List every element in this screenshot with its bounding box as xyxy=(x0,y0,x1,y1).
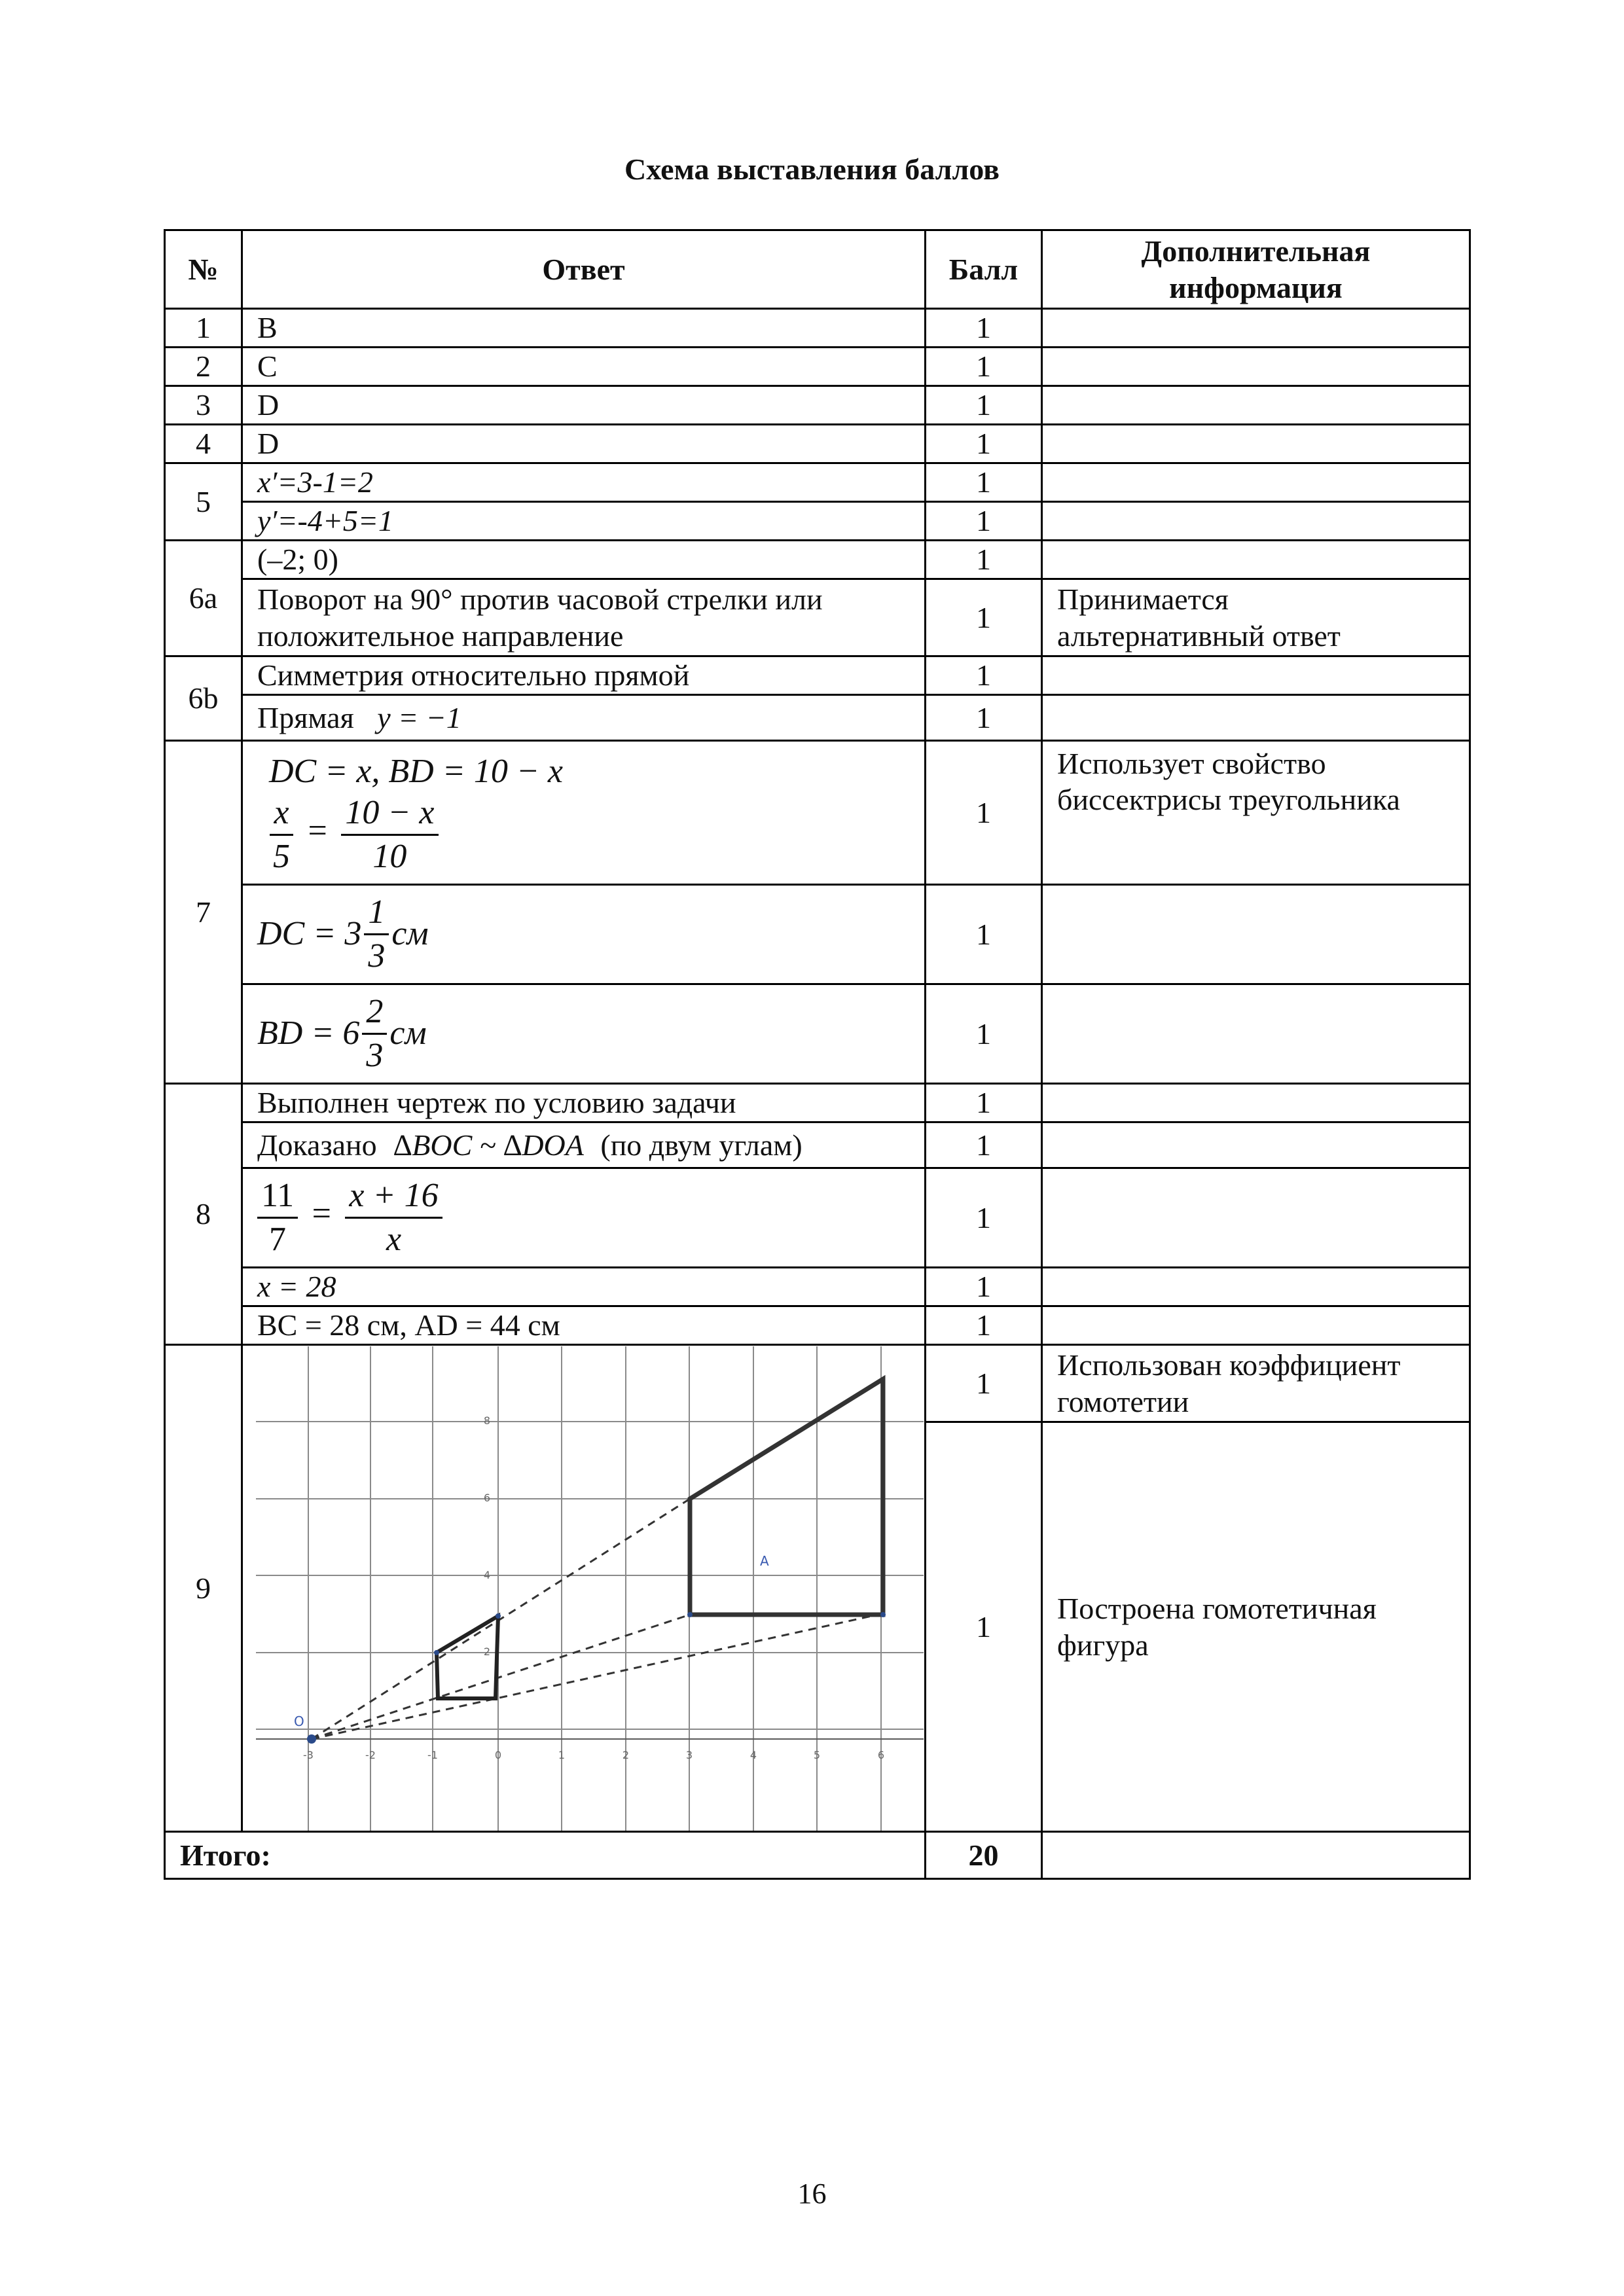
info-cell xyxy=(1042,885,1470,984)
info-cell xyxy=(1042,1168,1470,1268)
answer-cell: Симметрия относительно прямой xyxy=(242,656,926,695)
table-row xyxy=(165,695,1470,741)
answer-cell: x′=3-1=2 xyxy=(242,463,926,502)
table-row xyxy=(165,348,1470,386)
answer-cell: D xyxy=(242,425,926,463)
x-tick-label: 6 xyxy=(877,1748,885,1761)
total-score: 20 xyxy=(926,1832,1042,1879)
denominator: x xyxy=(386,1221,402,1258)
score-cell: 1 xyxy=(926,1084,1042,1122)
numerator: 1 xyxy=(364,895,389,935)
formula: ∆BOC ~ ∆DOA xyxy=(393,1128,584,1162)
answer-cell xyxy=(242,579,926,656)
total-row xyxy=(165,1832,1470,1879)
vertex-point xyxy=(496,1613,501,1619)
score-cell: 1 xyxy=(926,309,1042,348)
score-cell: 1 xyxy=(926,741,1042,885)
fraction xyxy=(364,895,389,973)
score-cell: 1 xyxy=(926,541,1042,579)
x-tick-label: 1 xyxy=(558,1748,566,1761)
numerator: 2 xyxy=(362,995,387,1035)
mixed-number xyxy=(257,995,427,1073)
header-info xyxy=(1042,230,1470,309)
y-tick-label: 2 xyxy=(483,1645,490,1658)
info-cell xyxy=(1042,502,1470,541)
answer-label: Доказано xyxy=(257,1128,377,1162)
table-row xyxy=(165,984,1470,1084)
score-cell: 1 xyxy=(926,695,1042,741)
score-cell: 1 xyxy=(926,579,1042,656)
info-cell xyxy=(1042,656,1470,695)
unit: см xyxy=(389,1014,427,1052)
equals-sign: = xyxy=(312,1195,331,1233)
header-info-line2: информация xyxy=(1169,270,1343,304)
table-row xyxy=(165,425,1470,463)
vertex-point xyxy=(434,1650,439,1655)
answer-cell: BC = 28 см, AD = 44 см xyxy=(242,1306,926,1345)
answer-cell xyxy=(242,984,926,1084)
info-cell xyxy=(1042,463,1470,502)
info-cell xyxy=(1042,348,1470,386)
total-label: Итого: xyxy=(165,1832,926,1879)
formula: DC = x, BD = 10 − x xyxy=(269,752,563,790)
score-cell: 1 xyxy=(926,656,1042,695)
y-tick-label: 4 xyxy=(483,1568,490,1581)
y-tick-label: 8 xyxy=(483,1414,490,1427)
header-num: № xyxy=(165,230,242,309)
info-cell xyxy=(1042,425,1470,463)
info-cell xyxy=(1042,695,1470,741)
x-tick-label: 3 xyxy=(685,1748,693,1761)
row-number: 4 xyxy=(165,425,242,463)
table-row xyxy=(165,502,1470,541)
homothety-plot xyxy=(243,1346,924,1831)
table-row xyxy=(165,463,1470,502)
denominator: 7 xyxy=(269,1221,287,1258)
info-cell xyxy=(1042,309,1470,348)
fraction xyxy=(345,1179,442,1257)
denominator: 3 xyxy=(366,1037,384,1074)
answer-cell xyxy=(242,695,926,741)
score-cell: 1 xyxy=(926,1422,1042,1832)
formula: y = −1 xyxy=(377,700,461,734)
dashed-ray xyxy=(312,1499,690,1739)
info-line: биссектрисы треугольника xyxy=(1057,783,1400,817)
center-label: O xyxy=(294,1713,304,1729)
score-cell: 1 xyxy=(926,425,1042,463)
info-cell xyxy=(1042,1832,1470,1879)
row-number: 6a xyxy=(165,541,242,656)
info-cell xyxy=(1042,1122,1470,1168)
table-row xyxy=(165,1122,1470,1168)
info-line: фигура xyxy=(1057,1628,1149,1662)
table-row xyxy=(165,579,1470,656)
score-cell: 1 xyxy=(926,1306,1042,1345)
header-row xyxy=(165,230,1470,309)
homothety-plot-cell xyxy=(242,1345,926,1832)
dashed-ray xyxy=(312,1615,690,1739)
info-line: альтернативный ответ xyxy=(1057,619,1341,653)
answer-cell: (–2; 0) xyxy=(242,541,926,579)
x-tick-label: 2 xyxy=(622,1748,630,1761)
x-tick-label: 5 xyxy=(813,1748,821,1761)
point-label: A xyxy=(760,1552,769,1569)
info-cell xyxy=(1042,984,1470,1084)
denominator: 10 xyxy=(372,838,407,876)
score-cell: 1 xyxy=(926,1168,1042,1268)
answer-cell: B xyxy=(242,309,926,348)
table-row xyxy=(165,1345,1470,1422)
numerator: x + 16 xyxy=(345,1179,442,1219)
table-row xyxy=(165,1306,1470,1345)
info-cell xyxy=(1042,579,1470,656)
header-score: Балл xyxy=(926,230,1042,309)
table-row xyxy=(165,1168,1470,1268)
row-number: 8 xyxy=(165,1084,242,1345)
row-number: 6b xyxy=(165,656,242,741)
score-cell: 1 xyxy=(926,502,1042,541)
row-number: 7 xyxy=(165,741,242,1084)
fraction xyxy=(269,796,294,874)
answer-line: положительное направление xyxy=(257,619,624,653)
vertex-point xyxy=(880,1612,886,1617)
answer-cell xyxy=(242,885,926,984)
answer-tail: (по двум углам) xyxy=(600,1128,803,1162)
info-cell xyxy=(1042,741,1470,885)
score-cell: 1 xyxy=(926,1345,1042,1422)
row-number: 9 xyxy=(165,1345,242,1832)
info-line: Использует свойство xyxy=(1057,747,1326,780)
score-cell: 1 xyxy=(926,463,1042,502)
vertex-point xyxy=(687,1612,693,1617)
x-tick-label: -3 xyxy=(303,1748,314,1761)
info-cell xyxy=(1042,1345,1470,1422)
info-cell xyxy=(1042,1422,1470,1832)
answer-label: Прямая xyxy=(257,700,354,734)
table-row xyxy=(165,541,1470,579)
x-tick-label: -2 xyxy=(365,1748,376,1761)
info-cell xyxy=(1042,386,1470,425)
header-answer: Ответ xyxy=(242,230,926,309)
formula-lhs: BD = 6 xyxy=(257,1014,360,1052)
fraction xyxy=(362,995,387,1073)
info-cell xyxy=(1042,1084,1470,1122)
row-number: 3 xyxy=(165,386,242,425)
center-point xyxy=(307,1734,316,1744)
page-title: Схема выставления баллов xyxy=(624,152,1000,186)
x-tick-label: 4 xyxy=(749,1748,757,1761)
info-line: гомотетии xyxy=(1057,1384,1189,1418)
dashed-ray xyxy=(312,1615,878,1739)
answer-cell: x = 28 xyxy=(242,1268,926,1306)
table-row xyxy=(165,656,1470,695)
info-line: Построена гомотетичная xyxy=(1057,1592,1377,1626)
answer-cell: y′=-4+5=1 xyxy=(242,502,926,541)
table-row xyxy=(165,386,1470,425)
mixed-number xyxy=(257,895,429,973)
score-cell: 1 xyxy=(926,386,1042,425)
scoring-table xyxy=(164,229,1471,1880)
info-line: Использован коэффициент xyxy=(1057,1348,1401,1382)
row-number: 2 xyxy=(165,348,242,386)
table-row xyxy=(165,309,1470,348)
answer-cell xyxy=(242,741,926,885)
denominator: 3 xyxy=(368,937,386,975)
score-cell: 1 xyxy=(926,984,1042,1084)
score-cell: 1 xyxy=(926,1268,1042,1306)
table-row xyxy=(165,885,1470,984)
formula-lhs: DC = 3 xyxy=(257,915,362,953)
row-number: 1 xyxy=(165,309,242,348)
header-info-line1: Дополнительная xyxy=(1141,234,1371,268)
answer-cell: C xyxy=(242,348,926,386)
answer-cell: D xyxy=(242,386,926,425)
proportion xyxy=(257,1177,442,1258)
score-cell: 1 xyxy=(926,885,1042,984)
answer-cell xyxy=(242,1168,926,1268)
proportion xyxy=(257,796,910,874)
denominator: 5 xyxy=(273,838,290,876)
info-cell xyxy=(1042,1268,1470,1306)
image-figure xyxy=(690,1379,883,1615)
equals-sign: = xyxy=(308,812,327,850)
score-cell: 1 xyxy=(926,348,1042,386)
row-number: 5 xyxy=(165,463,242,541)
fraction xyxy=(257,1179,298,1257)
x-tick-label: 0 xyxy=(494,1748,502,1761)
score-cell: 1 xyxy=(926,1122,1042,1168)
answer-cell xyxy=(242,1122,926,1168)
table-row xyxy=(165,1084,1470,1122)
info-cell xyxy=(1042,541,1470,579)
info-cell xyxy=(1042,1306,1470,1345)
numerator: 11 xyxy=(257,1179,298,1219)
info-line: Принимается xyxy=(1057,583,1229,617)
y-tick-label: 6 xyxy=(483,1491,490,1504)
table-row xyxy=(165,741,1470,885)
fraction xyxy=(341,796,438,874)
x-tick-label: -1 xyxy=(427,1748,438,1761)
table-row xyxy=(165,1268,1470,1306)
page-number: 16 xyxy=(797,2178,827,2210)
numerator: x xyxy=(270,796,293,836)
unit: см xyxy=(391,915,429,953)
answer-line: Поворот на 90° против часовой стрелки или xyxy=(257,583,823,617)
numerator: 10 − x xyxy=(341,796,438,836)
answer-cell: Выполнен чертеж по условию задачи xyxy=(242,1084,926,1122)
